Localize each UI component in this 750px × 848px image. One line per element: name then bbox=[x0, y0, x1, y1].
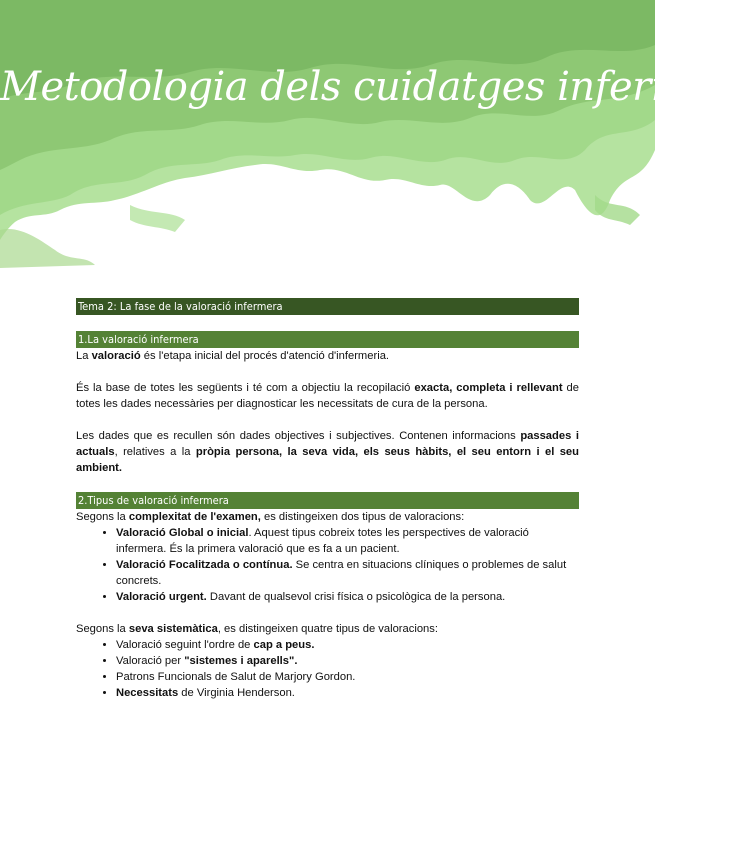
bold-text: exacta, completa i rellevant bbox=[414, 382, 563, 394]
bold-text: seva sistemàtica bbox=[128, 623, 218, 635]
paragraph bbox=[76, 509, 579, 525]
list-item bbox=[116, 637, 579, 653]
text: , es distingeixen quatre tipus de valoracions: bbox=[217, 623, 438, 635]
list-item bbox=[116, 653, 579, 669]
text: La bbox=[76, 350, 92, 362]
bold-text: Valoració Focalitzada o contínua. bbox=[116, 559, 293, 571]
list-item bbox=[116, 525, 579, 557]
text: de Virginia Henderson. bbox=[178, 687, 295, 699]
watercolor-header bbox=[0, 0, 750, 275]
bold-text: passades i actuals bbox=[76, 430, 580, 458]
text: de totes les dades necessàries per diagnosticar les necessitats de cura de la persona. bbox=[76, 382, 579, 410]
page-title: Metodologia dels cuidatges infermers bbox=[0, 64, 750, 110]
section-heading-tipus: 2.Tipus de valoració infermera bbox=[76, 492, 579, 509]
text: Se centra en situacions clíniques o problemes de salut concrets. bbox=[116, 559, 567, 587]
text: Valoració per bbox=[116, 655, 185, 667]
text: Davant de qualsevol crisi física o psicològica de la persona. bbox=[206, 591, 506, 603]
paragraph bbox=[76, 621, 579, 637]
text: , relatives a la bbox=[114, 446, 196, 458]
bold-text: Valoració Global o inicial bbox=[116, 527, 249, 539]
bold-text: cap a peus. bbox=[253, 639, 315, 651]
bold-text: valoració bbox=[91, 350, 141, 362]
text: es distingeixen dos tipus de valoracions: bbox=[260, 511, 465, 523]
watercolor-background bbox=[0, 0, 750, 275]
text: Segons la bbox=[76, 511, 129, 523]
list-item bbox=[116, 557, 579, 589]
list-item bbox=[116, 685, 579, 701]
list-item bbox=[116, 589, 579, 605]
text: és l'etapa inicial del procés d'atenció d'infermeria. bbox=[140, 350, 390, 362]
paragraph bbox=[76, 348, 579, 364]
text: Les dades que es recullen són dades objectives i subjectives. Contenen informacions bbox=[76, 430, 521, 442]
bold-text: Valoració urgent. bbox=[116, 591, 207, 603]
list-item bbox=[116, 669, 579, 685]
text: Valoració seguint l'ordre de bbox=[116, 639, 254, 651]
bullet-list-complexitat bbox=[76, 525, 579, 605]
text: . Aquest tipus cobreix totes les perspectives de valoració infermera. És la primera valoració que es fa a un pacient. bbox=[116, 527, 529, 555]
bold-text: complexitat de l'examen, bbox=[128, 511, 261, 523]
paragraph bbox=[76, 380, 579, 412]
document-body bbox=[76, 298, 579, 701]
bullet-list-sistematica bbox=[76, 637, 579, 701]
bold-text: "sistemes i aparells". bbox=[184, 655, 298, 667]
paragraph bbox=[76, 428, 579, 476]
text: Patrons Funcionals de Salut de Marjory Gordon. bbox=[116, 671, 356, 683]
tema-heading: Tema 2: La fase de la valoració infermera bbox=[76, 298, 579, 315]
text: És la base de totes les següents i té com a objectiu la recopilació bbox=[76, 382, 415, 394]
section-heading-valoracio: 1.La valoració infermera bbox=[76, 331, 579, 348]
bold-text: Necessitats bbox=[116, 687, 179, 699]
text: Segons la bbox=[76, 623, 129, 635]
bold-text: pròpia persona, la seva vida, els seus hàbits, el seu entorn i el seu ambient. bbox=[76, 446, 579, 474]
